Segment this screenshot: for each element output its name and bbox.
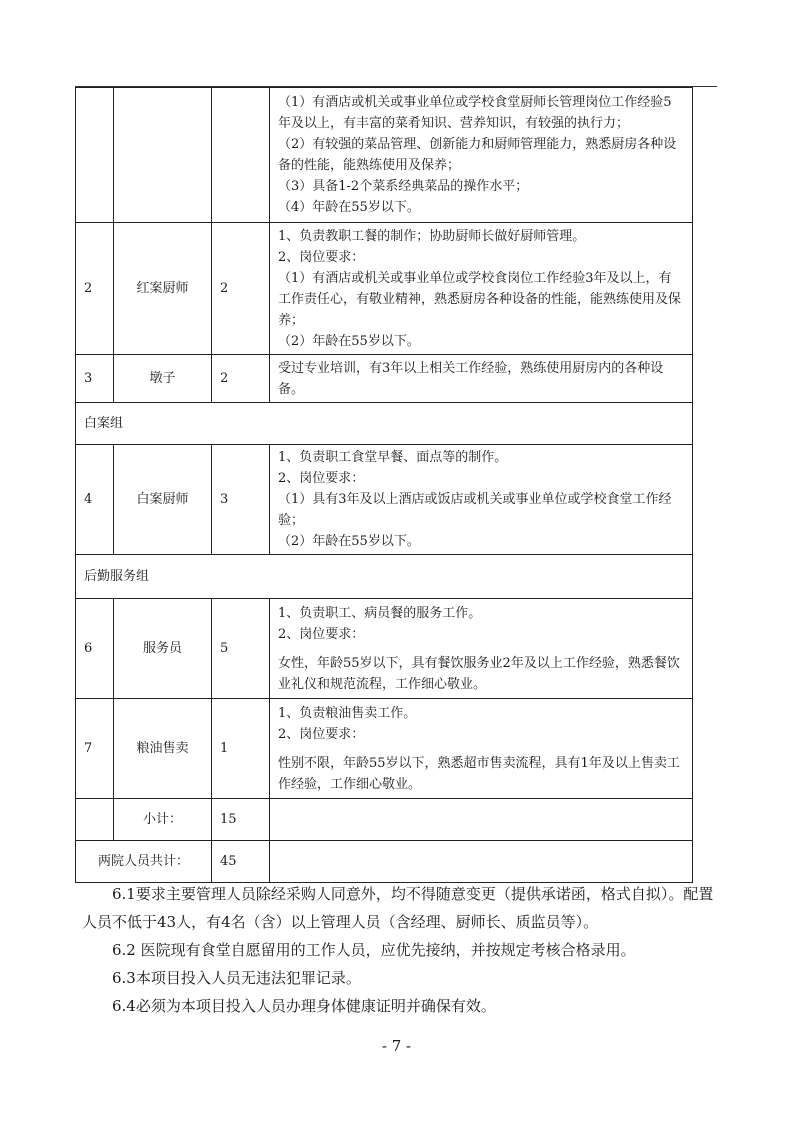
table-row xyxy=(76,599,693,699)
requirement-line: （1）有酒店或机关或事业单位或学校食堂厨师长管理岗位工作经验5年及以上，有丰富的菜肴知识、营养知识，有较强的执行力； xyxy=(278,95,672,131)
paragraph-6-3: 6.3本项目投入人员无违法犯罪记录。 xyxy=(112,969,361,987)
subtotal-label: 小计： xyxy=(114,799,212,841)
cell-position: 粮油售卖 xyxy=(114,699,212,799)
notes-section xyxy=(82,880,722,1020)
cell-no: 6 xyxy=(76,599,114,699)
group-label: 后勤服务组 xyxy=(76,555,693,599)
duty-line: 1、负责职工食堂早餐、面点等的制作。 xyxy=(278,450,508,465)
cell-requirements xyxy=(270,223,693,355)
cell-requirements xyxy=(270,445,693,555)
cell-position: 墩子 xyxy=(114,355,212,403)
cell-position: 服务员 xyxy=(114,599,212,699)
staffing-table xyxy=(75,87,693,883)
cell-count: 5 xyxy=(212,599,270,699)
cell-no: 4 xyxy=(76,445,114,555)
cell-count: 2 xyxy=(212,223,270,355)
duty-line: 1、负责粮油售卖工作。 xyxy=(278,705,417,721)
requirement-line: （2）年龄在55岁以下。 xyxy=(278,534,420,549)
cell-requirements xyxy=(270,799,693,841)
duty-line: 1、负责职工、病员餐的服务工作。 xyxy=(278,605,482,621)
cell-position: 白案厨师 xyxy=(114,445,212,555)
requirement-line: 性别不限，年龄55岁以下，熟悉超市售卖流程，具有1年及以上售卖工作经验，工作细心敬业。 xyxy=(278,755,680,792)
cell-requirements xyxy=(270,841,693,883)
table-row xyxy=(76,355,693,403)
requirement-line: 女性，年龄55岁以下，具有餐饮服务业2年及以上工作经验，熟悉餐饮业礼仪和规范流程，工作细心敬业。 xyxy=(278,655,680,692)
cell-requirements xyxy=(270,355,693,403)
group-label: 白案组 xyxy=(76,403,693,445)
requirement-line: （2）年龄在55岁以下。 xyxy=(278,333,420,349)
table-row xyxy=(76,445,693,555)
cell-count: 2 xyxy=(212,355,270,403)
paragraph-6-2: 6.2 医院现有食堂自愿留用的工作人员，应优先接纳，并按规定考核合格录用。 xyxy=(112,941,636,959)
requirement-line: （4）年龄在55岁以下。 xyxy=(278,200,420,215)
cell-position: 红案厨师 xyxy=(114,223,212,355)
requirement-title: 2、岗位要求： xyxy=(278,726,365,742)
group-row xyxy=(76,555,693,599)
subtotal-row xyxy=(76,799,693,841)
cell-no: 7 xyxy=(76,699,114,799)
cell-no xyxy=(76,88,114,223)
total-row xyxy=(76,841,693,883)
cell-no xyxy=(76,799,114,841)
cell-no: 3 xyxy=(76,355,114,403)
cell-count: 3 xyxy=(212,445,270,555)
requirement-title: 2、岗位要求： xyxy=(278,249,365,265)
subtotal-value: 15 xyxy=(212,799,270,841)
requirement-title: 2、岗位要求： xyxy=(278,626,365,642)
requirement-line: （2）有较强的菜品管理、创新能力和厨师管理能力，熟悉厨房各种设备的性能，能熟练使用及保养； xyxy=(278,137,677,173)
paragraph-6-4: 6.4必须为本项目投入人员办理身体健康证明并确保有效。 xyxy=(112,997,496,1015)
requirement-line: （1）有酒店或机关或事业单位或学校食岗位工作经验3年及以上，有工作责任心，有敬业精神，熟悉厨房各种设备的性能，能熟练使用及保养； xyxy=(278,270,682,328)
total-value: 45 xyxy=(212,841,270,883)
cell-requirements xyxy=(270,599,693,699)
table-row xyxy=(76,223,693,355)
paragraph-6-1: 6.1要求主要管理人员除经采购人同意外，均不得随意变更（提供承诺函，格式自拟）。配置人员不低于43人，有4名（含）以上管理人员（含经理、厨师长、质监员等）。 xyxy=(82,885,714,931)
cell-requirements xyxy=(270,699,693,799)
table-row xyxy=(76,88,693,223)
total-label: 两院人员共计： xyxy=(76,841,212,883)
cell-count: 1 xyxy=(212,699,270,799)
cell-position xyxy=(114,88,212,223)
page-number: - 7 - xyxy=(381,1037,412,1055)
table-row xyxy=(76,699,693,799)
duty-line: 受过专业培训，有3年以上相关工作经验，熟练使用厨房内的各种设备。 xyxy=(278,360,664,397)
cell-count xyxy=(212,88,270,223)
requirement-title: 2、岗位要求： xyxy=(278,471,365,486)
cell-requirements xyxy=(270,88,693,223)
group-row xyxy=(76,403,693,445)
requirement-line: （1）具有3年及以上酒店或饭店或机关或事业单位或学校食堂工作经验； xyxy=(278,492,672,528)
requirement-line: （3）具备1-2个菜系经典菜品的操作水平； xyxy=(278,179,529,194)
cell-no: 2 xyxy=(76,223,114,355)
duty-line: 1、负责教职工餐的制作；协助厨师长做好厨师管理。 xyxy=(278,228,586,244)
